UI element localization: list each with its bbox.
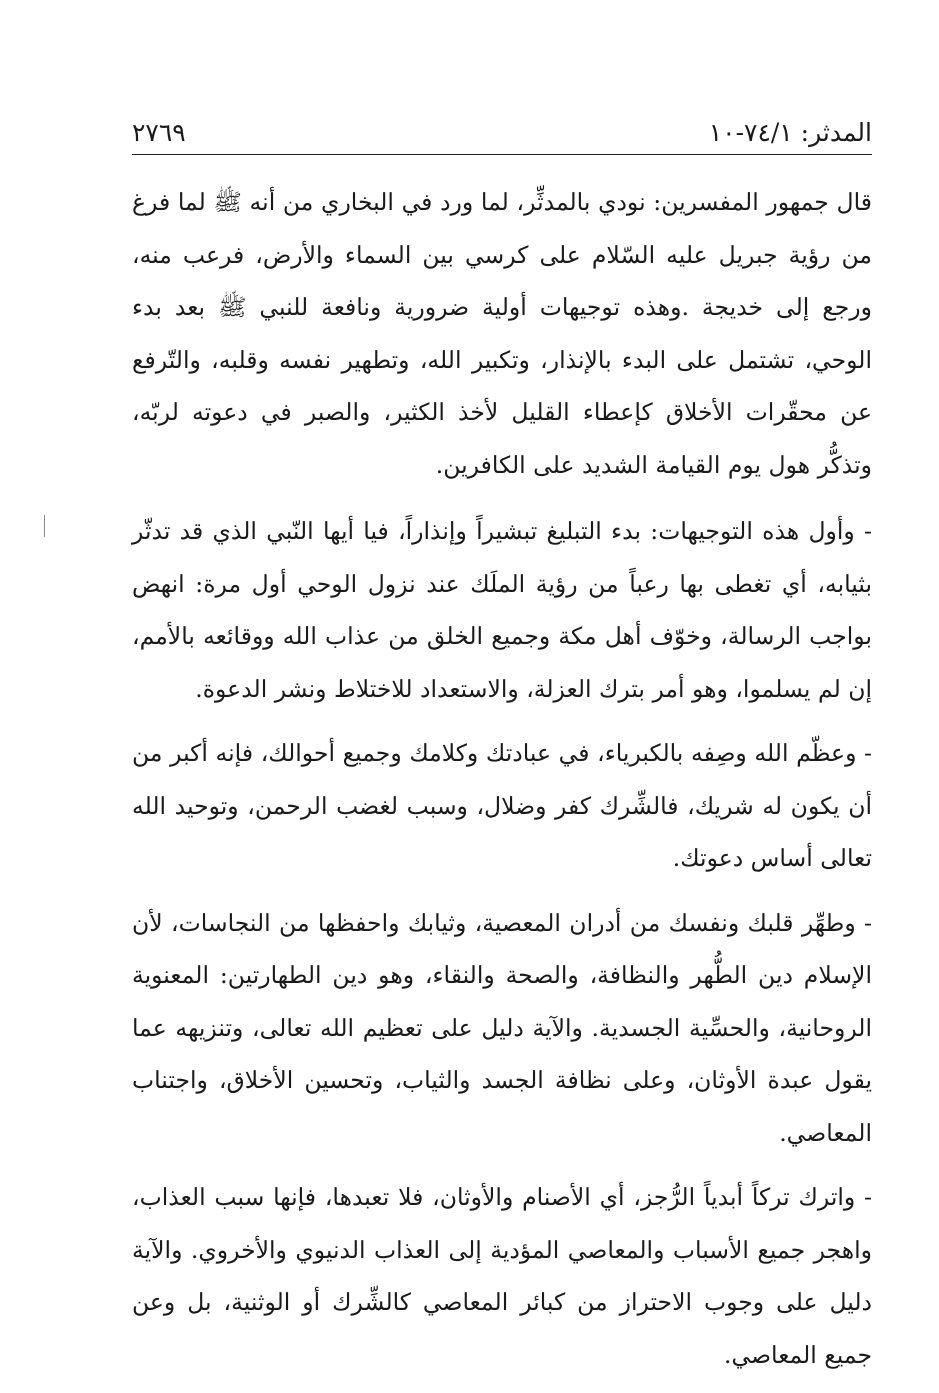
running-header [132,114,872,155]
paragraph-intro: قال جمهور المفسرين: نودي بالمدثِّر، لما ورد في البخاري من أنه ﷺ لما فرغ من رؤية جبريل عليه السّلام على كرسي بين السماء والأرض، فرعب منه، ورجع إلى خديجة .وهذه توجيهات أولية ضرورية ونافعة للنبي ﷺ بعد بدء الوحي، تشتمل على البدء بالإنذار، وتكبير الله، وتطهير نفسه وقلبه، والتّرفع عن محقّرات الأخلاق كإعطاء القليل لأخذ الكثير، والصبر في دعوته لربّه، وتذكُّر هول يوم القيامة الشديد على الكافرين. [132,188,872,479]
paragraph-abandon: - واترك تركاً أبدياً الرُّجز، أي الأصنام والأوثان، فلا تعبدها، فإنها سبب العذاب، واهجر جميع الأسباب والمعاصي المؤدية إلى العذاب الدنيوي والأخروي. والآية دليل على وجوب الاحتراز من كبائر المعاصي كالشِّرك أو الوثنية، بل وعن جميع المعاصي. [132,1183,872,1369]
paragraph-warning: - وأول هذه التوجيهات: بدء التبليغ تبشيراً وإنذاراً، فيا أيها النّبي الذي قد تدثّر بثيابه، أي تغطى بها رعباً من رؤية الملَك عند نزول الوحي أول مرة: انهض بواجب الرسالة، وخوّف أهل مكة وجميع الخلق من عذاب الله ووقائعه بالأمم، إن لم يسلموا، وهو أمر بترك العزلة، والاستعداد للاختلاط ونشر الدعوة. [132,517,872,703]
scan-mark [44,515,45,537]
surah-title: المدثر: ٧٤/١-١٠ [708,118,872,147]
paragraph-purify: - وطهِّر قلبك ونفسك من أدران المعصية، وثيابك واحفظها من النجاسات، لأن الإسلام دين الطُّهر والنظافة، والصحة والنقاء، وهو دين الطهارتين: المعنوية الروحانية، والحسِّية الجسدية. والآية دليل على تعظيم الله تعالى، وتنزيهه عما يقول عبدة الأوثان، وعلى نظافة الجسد والثياب، وتحسين الأخلاق، واجتناب المعاصي. [132,908,872,1147]
page-number: ٢٧٦٩ [132,118,186,147]
page-body [132,176,872,1393]
paragraph-magnify: - وعظّم الله وصِفه بالكبرياء، في عبادتك وكلامك وجميع أحوالك، فإنه أكبر من أن يكون له شريك، فالشِّرك كفر وضلال، وسبب لغضب الرحمن، وتوحيد الله تعالى أساس دعوتك. [132,739,872,872]
